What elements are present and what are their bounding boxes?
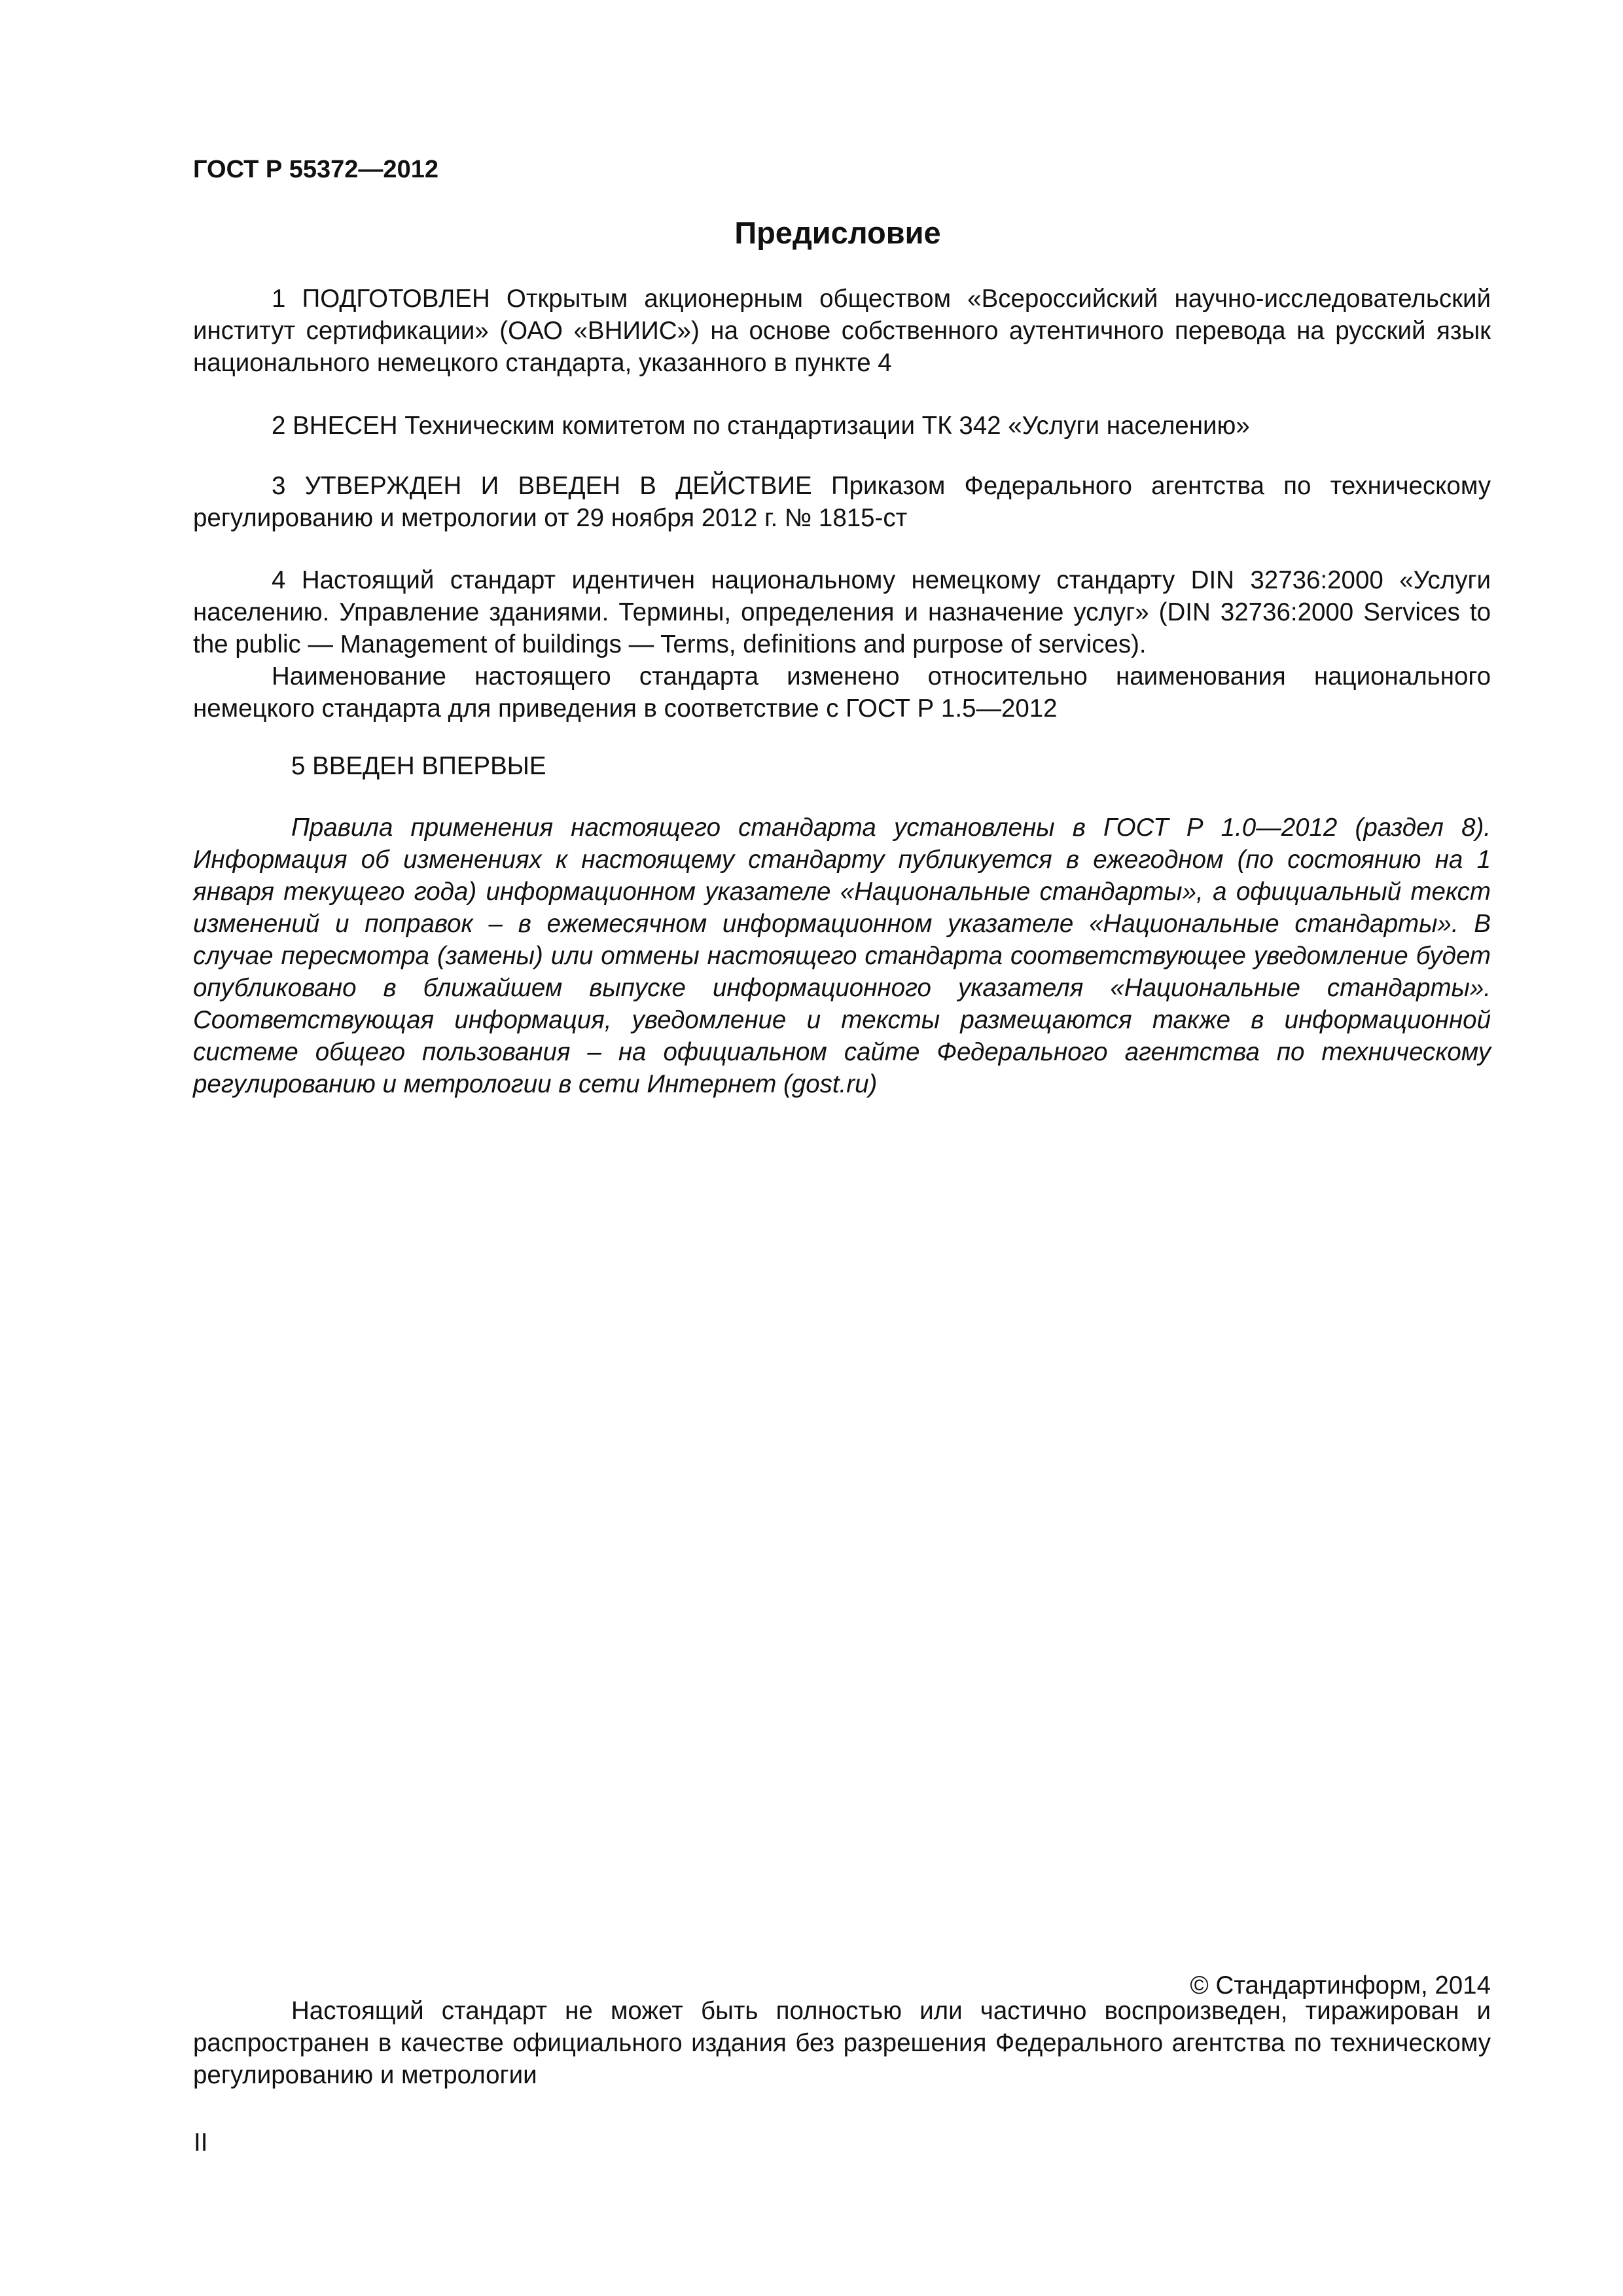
reproduction-notice-block bbox=[193, 1995, 1491, 2091]
paragraph-approved bbox=[193, 470, 1491, 534]
paragraph-4a: 4 Настоящий стандарт идентичен национальному немецкому стандарту DIN 32736:2000 «Услуги населению. Управление зданиями. Термины, определения и назначение услуг» (DIN 32736:2000 Services to the public — Management of buildings — Terms, definitions and purpose of services). bbox=[193, 566, 1491, 658]
paragraph-2: 2 ВНЕСЕН Техническим комитетом по стандартизации ТК 342 «Услуги населению» bbox=[272, 412, 1250, 440]
paragraph-5: 5 ВВЕДЕН ВПЕРВЫЕ bbox=[291, 752, 546, 780]
paragraph-first-introduced bbox=[193, 750, 1491, 782]
page-number: II bbox=[194, 2128, 208, 2157]
reproduction-notice: Настоящий стандарт не может быть полностью или частично воспроизведен, тиражирован и распространен в качестве официального издания без разрешения Федерального агентства по техническому регулированию и метрологии bbox=[193, 1997, 1491, 2089]
document-id-header: ГОСТ Р 55372—2012 bbox=[193, 156, 438, 183]
paragraph-identical-standard bbox=[193, 564, 1491, 725]
paragraph-3: 3 УТВЕРЖДЕН И ВВЕДЕН В ДЕЙСТВИЕ Приказом Федерального агентства по техническому регулированию и метрологии от 29 ноября 2012 г. № 1815-ст bbox=[193, 472, 1491, 532]
paragraph-1: 1 ПОДГОТОВЛЕН Открытым акционерным обществом «Всероссийский научно-исследовательский институт сертификации» (ОАО «ВНИИС») на основе собственного аутентичного перевода на русский язык национального немецкого стандарта, указанного в пункте 4 bbox=[193, 285, 1491, 377]
paragraph-introduced-by bbox=[193, 410, 1491, 442]
paragraph-prepared-by bbox=[193, 283, 1491, 379]
copyright-line: © Стандартинформ, 2014 bbox=[1190, 1971, 1491, 2000]
rules-note-block bbox=[193, 812, 1491, 1100]
page-title: Предисловие bbox=[734, 215, 941, 250]
paragraph-4b: Наименование настоящего стандарта изменено относительно наименования национального немецкого стандарта для приведения в соответствие с ГОСТ Р 1.5—2012 bbox=[193, 662, 1491, 723]
rules-note: Правила применения настоящего стандарта установлены в ГОСТ Р 1.0—2012 (раздел 8). Информация об изменениях к настоящему стандарту публикуется в ежегодном (по состоянию на 1 января текущего года) информационном указателе «Национальные стандарты», а официальный текст изменений и поправок – в ежемесячном информационном указателе «Национальные стандарты». В случае пересмотра (замены) или отмены настоящего стандарта соответствующее уведомление будет опубликовано в ближайшем выпуске информационного указателя «Национальные стандарты». Соответствующая информация, уведомление и тексты размещаются также в информационной системе общего пользования – на официальном сайте Федерального агентства по техническому регулированию и метрологии в сети Интернет (gost.ru) bbox=[193, 814, 1491, 1098]
